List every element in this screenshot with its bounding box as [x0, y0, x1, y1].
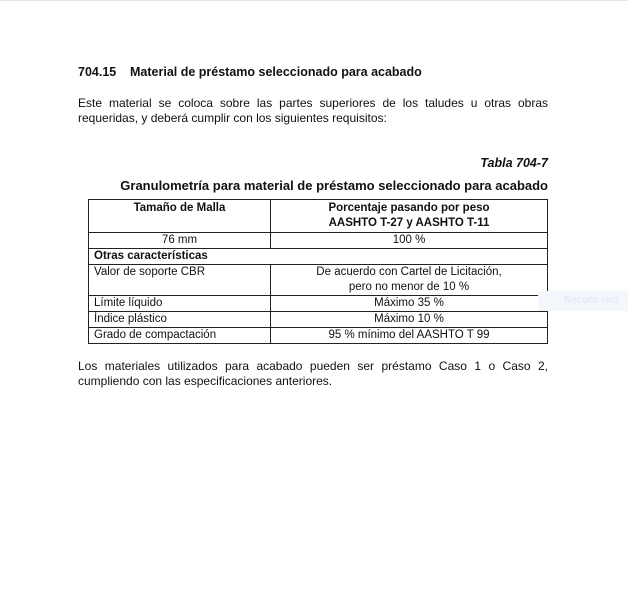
row-value-line2: pero no menor de 10 %	[348, 281, 470, 293]
section-title: Material de préstamo seleccionado para acabado	[130, 65, 422, 79]
closing-paragraph: Los materiales utilizados para acabado pueden ser préstamo Caso 1 o Caso 2, cumpliendo con las especificaciones anteriores.	[78, 359, 548, 388]
row-label: Límite líquido	[89, 296, 271, 312]
top-divider	[0, 0, 628, 1]
mesh-size-cell: 76 mm	[89, 233, 271, 249]
section-heading	[78, 65, 422, 79]
header-percent-line1: Porcentaje pasando por peso	[328, 202, 490, 214]
table-row	[89, 328, 548, 344]
row-value: Máximo 10 %	[271, 312, 548, 328]
intro-paragraph: Este material se coloca sobre las partes superiores de los taludes u otras obras requeridas, y deberá cumplir con los siguientes requisitos:	[78, 96, 548, 125]
header-percent-passing	[271, 200, 548, 233]
table-section-row	[89, 249, 548, 265]
table-reference: Tabla 704-7	[480, 156, 548, 170]
row-label: Grado de compactación	[89, 328, 271, 344]
header-mesh-size: Tamaño de Malla	[89, 200, 271, 233]
percent-cell: 100 %	[271, 233, 548, 249]
row-value: Máximo 35 %	[271, 296, 548, 312]
section-number: 704.15	[78, 65, 117, 79]
table-row	[89, 265, 548, 296]
row-label: Índice plástico	[89, 312, 271, 328]
row-value	[271, 265, 548, 296]
table-row	[89, 312, 548, 328]
ghost-tooltip: Recorte rect	[538, 291, 628, 311]
header-percent-line2: AASHTO T-27 y AASHTO T-11	[328, 217, 490, 229]
row-value: 95 % mínimo del AASHTO T 99	[271, 328, 548, 344]
other-characteristics-label: Otras características	[89, 249, 548, 265]
requirements-table	[88, 199, 548, 344]
row-value-line1: De acuerdo con Cartel de Licitación,	[316, 266, 502, 278]
table-row	[89, 233, 548, 249]
table-row	[89, 296, 548, 312]
table-header-row	[89, 200, 548, 233]
row-label: Valor de soporte CBR	[89, 265, 271, 296]
table-title: Granulometría para material de préstamo seleccionado para acabado	[120, 178, 548, 193]
